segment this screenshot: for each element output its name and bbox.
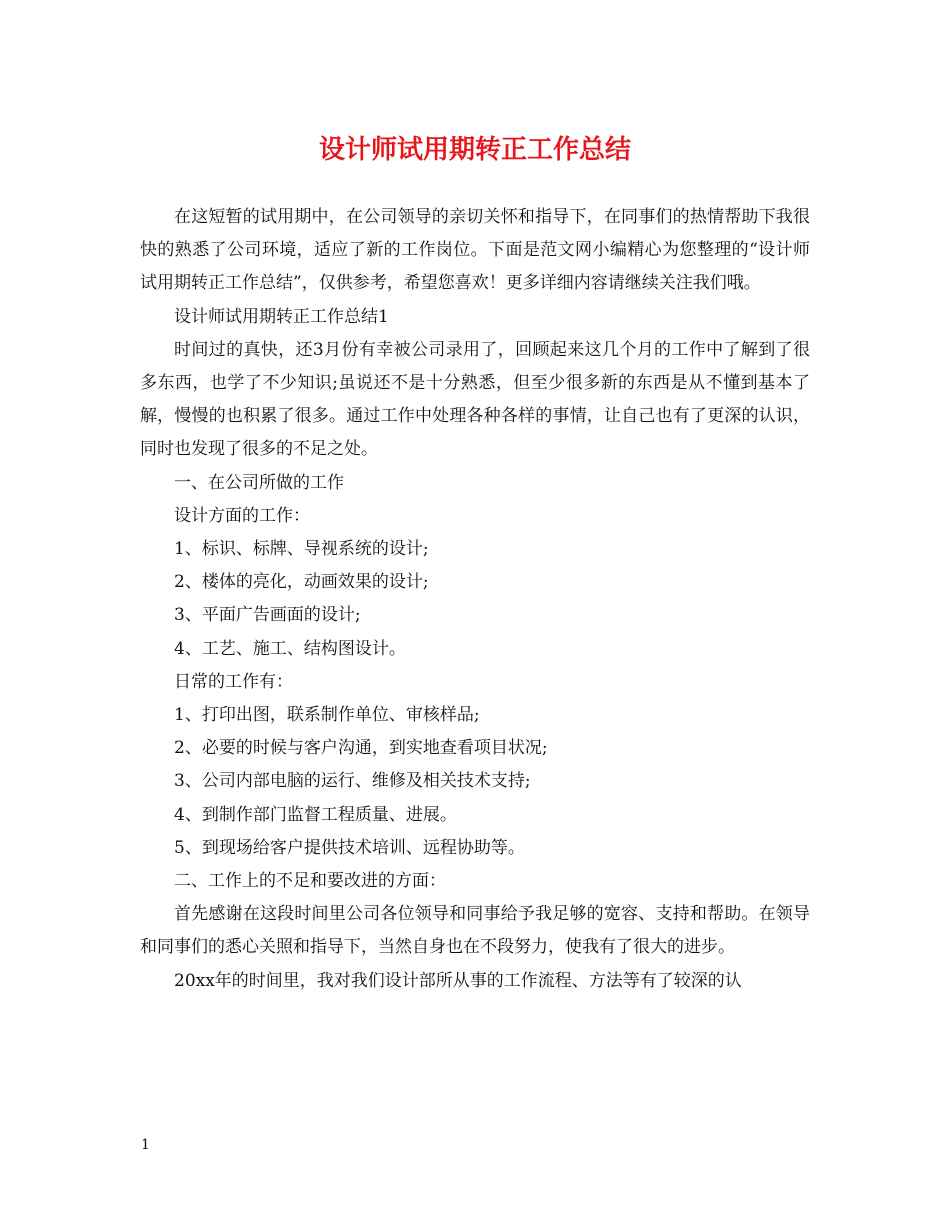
body-paragraph: 1、打印出图，联系制作单位、审核样品;	[174, 705, 480, 726]
body-paragraph: 4、工艺、施工、结构图设计。	[174, 638, 406, 659]
body-paragraph: 3、公司内部电脑的运行、维修及相关技术支持;	[174, 771, 531, 792]
body-paragraph: 20xx年的时间里，我对我们设计部所从事的工作流程、方法等有了较深的认	[174, 970, 742, 991]
body-paragraph: 首先感谢在这段时间里公司各位领导和同事给予我足够的宽容、支持和帮助。在领导和同事们的悉心关照和指导下，当然自身也在不段努力，使我有了很大的进步。	[140, 904, 810, 958]
body-paragraph: 一、在公司所做的工作	[174, 472, 344, 493]
body-paragraph: 设计师试用期转正工作总结1	[174, 306, 389, 327]
body-paragraph: 2、楼体的亮化，动画效果的设计;	[174, 572, 429, 593]
body-paragraph: 5、到现场给客户提供技术培训、远程协助等。	[174, 837, 525, 858]
body-paragraph: 日常的工作有：	[174, 671, 293, 692]
body-paragraph: 2、必要的时候与客户沟通，到实地查看项目状况;	[174, 738, 548, 759]
body-paragraph: 二、工作上的不足和要改进的方面：	[174, 871, 446, 892]
document-body	[140, 201, 810, 998]
document-title: 设计师试用期转正工作总结	[318, 135, 631, 165]
body-paragraph: 3、平面广告画面的设计;	[174, 605, 361, 626]
body-paragraph: 4、到制作部门监督工程质量、进展。	[174, 804, 457, 825]
body-paragraph: 设计方面的工作：	[174, 505, 310, 526]
body-paragraph: 在这短暂的试用期中，在公司领导的亲切关怀和指导下，在同事们的热情帮助下我很快的熟悉了公司环境，适应了新的工作岗位。下面是范文网小编精心为您整理的“设计师试用期转正工作总结”，仅供参考，希望您喜欢！更多详细内容请继续关注我们哦。	[140, 207, 810, 294]
body-paragraph: 1、标识、标牌、导视系统的设计;	[174, 539, 429, 560]
body-paragraph: 时间过的真快，还3月份有幸被公司录用了，回顾起来这几个月的工作中了解到了很多东西，也学了不少知识;虽说还不是十分熟悉，但至少很多新的东西是从不懂到基本了解，慢慢的也积累了很多。通过工作中处理各种各样的事情，让自己也有了更深的认识，同时也发现了很多的不足之处。	[140, 339, 810, 460]
page-number: 1	[141, 1137, 150, 1153]
